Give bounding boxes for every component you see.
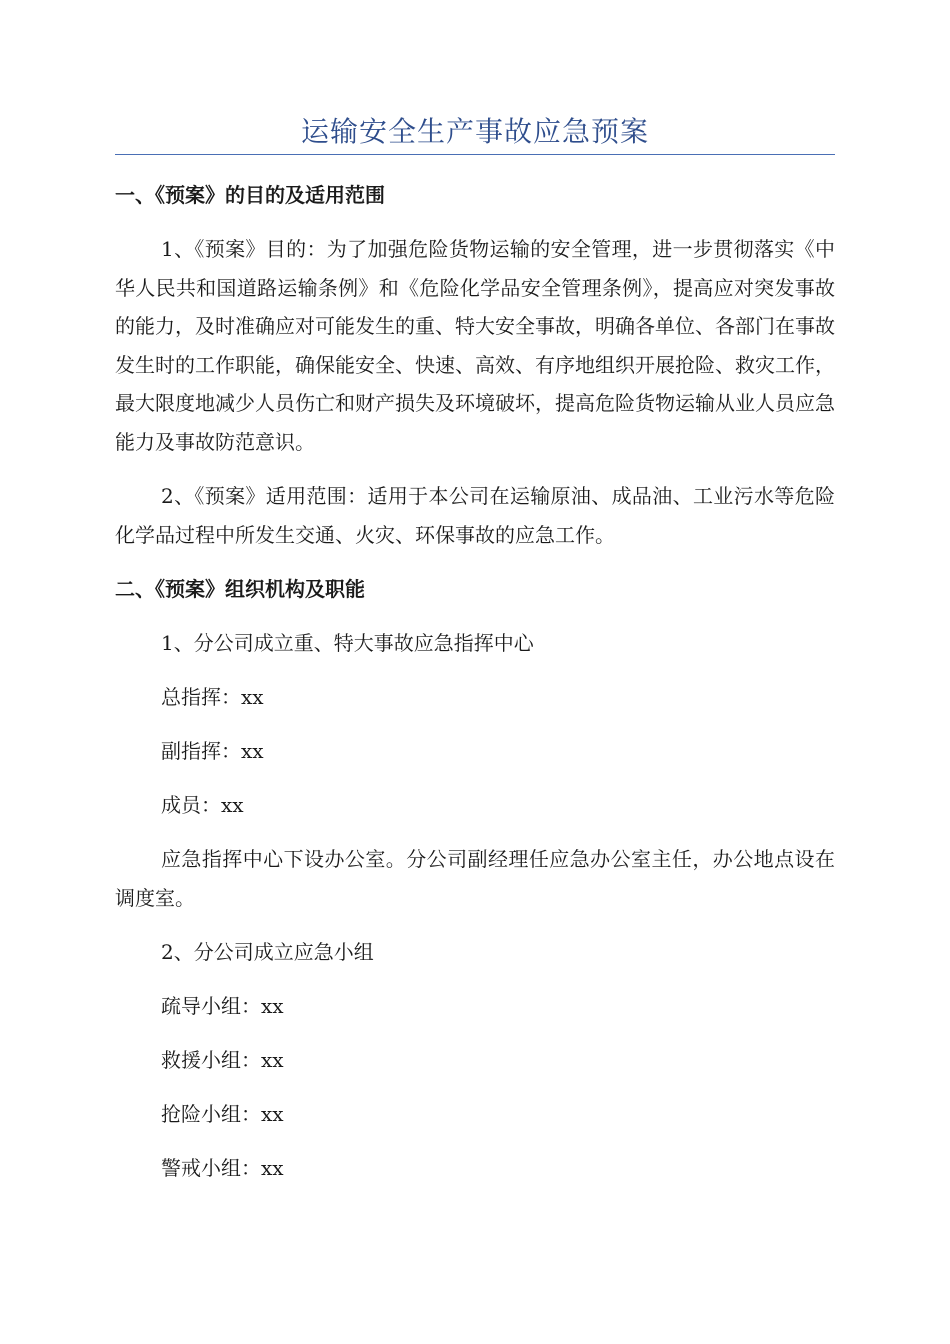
group-guard-line: 警戒小组：xx	[161, 1156, 284, 1180]
group-evacuation-line: 疏导小组：xx	[161, 994, 284, 1018]
section-heading-purpose: 一、《预案》的目的及适用范围	[115, 183, 385, 207]
paragraph-scope: 2、《预案》适用范围：适用于本公司在运输原油、成品油、工业污水等危险化学品过程中所发生交通、火灾、环保事故的应急工作。	[115, 484, 835, 547]
commander-line: 总指挥：xx	[161, 685, 264, 709]
item-emergency-groups: 2、分公司成立应急小组	[161, 940, 374, 964]
paragraph-purpose: 1、《预案》目的：为了加强危险货物运输的安全管理，进一步贯彻落实《中华人民共和国道路运输条例》和《危险化学品安全管理条例》，提高应对突发事故的能力，及时准确应对可能发生的重、特大安全事故，明确各单位、各部门在事故发生时的工作职能，确保能安全、快速、高效、有序地组织开展抢险、救灾工作，最大限度地减少人员伤亡和财产损失及环境破坏，提高危险货物运输从业人员应急能力及事故防范意识。	[115, 237, 835, 454]
title-underline	[115, 154, 835, 155]
section-heading-organization: 二、《预案》组织机构及职能	[115, 577, 365, 601]
paragraph-office: 应急指挥中心下设办公室。分公司副经理任应急办公室主任，办公地点设在调度室。	[115, 847, 835, 910]
document-title: 运输安全生产事故应急预案	[300, 115, 649, 148]
document-body	[115, 176, 835, 1203]
item-command-center: 1、分公司成立重、特大事故应急指挥中心	[161, 631, 534, 655]
group-rescue-line: 救援小组：xx	[161, 1048, 284, 1072]
group-repair-line: 抢险小组：xx	[161, 1102, 284, 1126]
deputy-commander-line: 副指挥：xx	[161, 739, 264, 763]
members-line: 成员：xx	[161, 793, 244, 817]
